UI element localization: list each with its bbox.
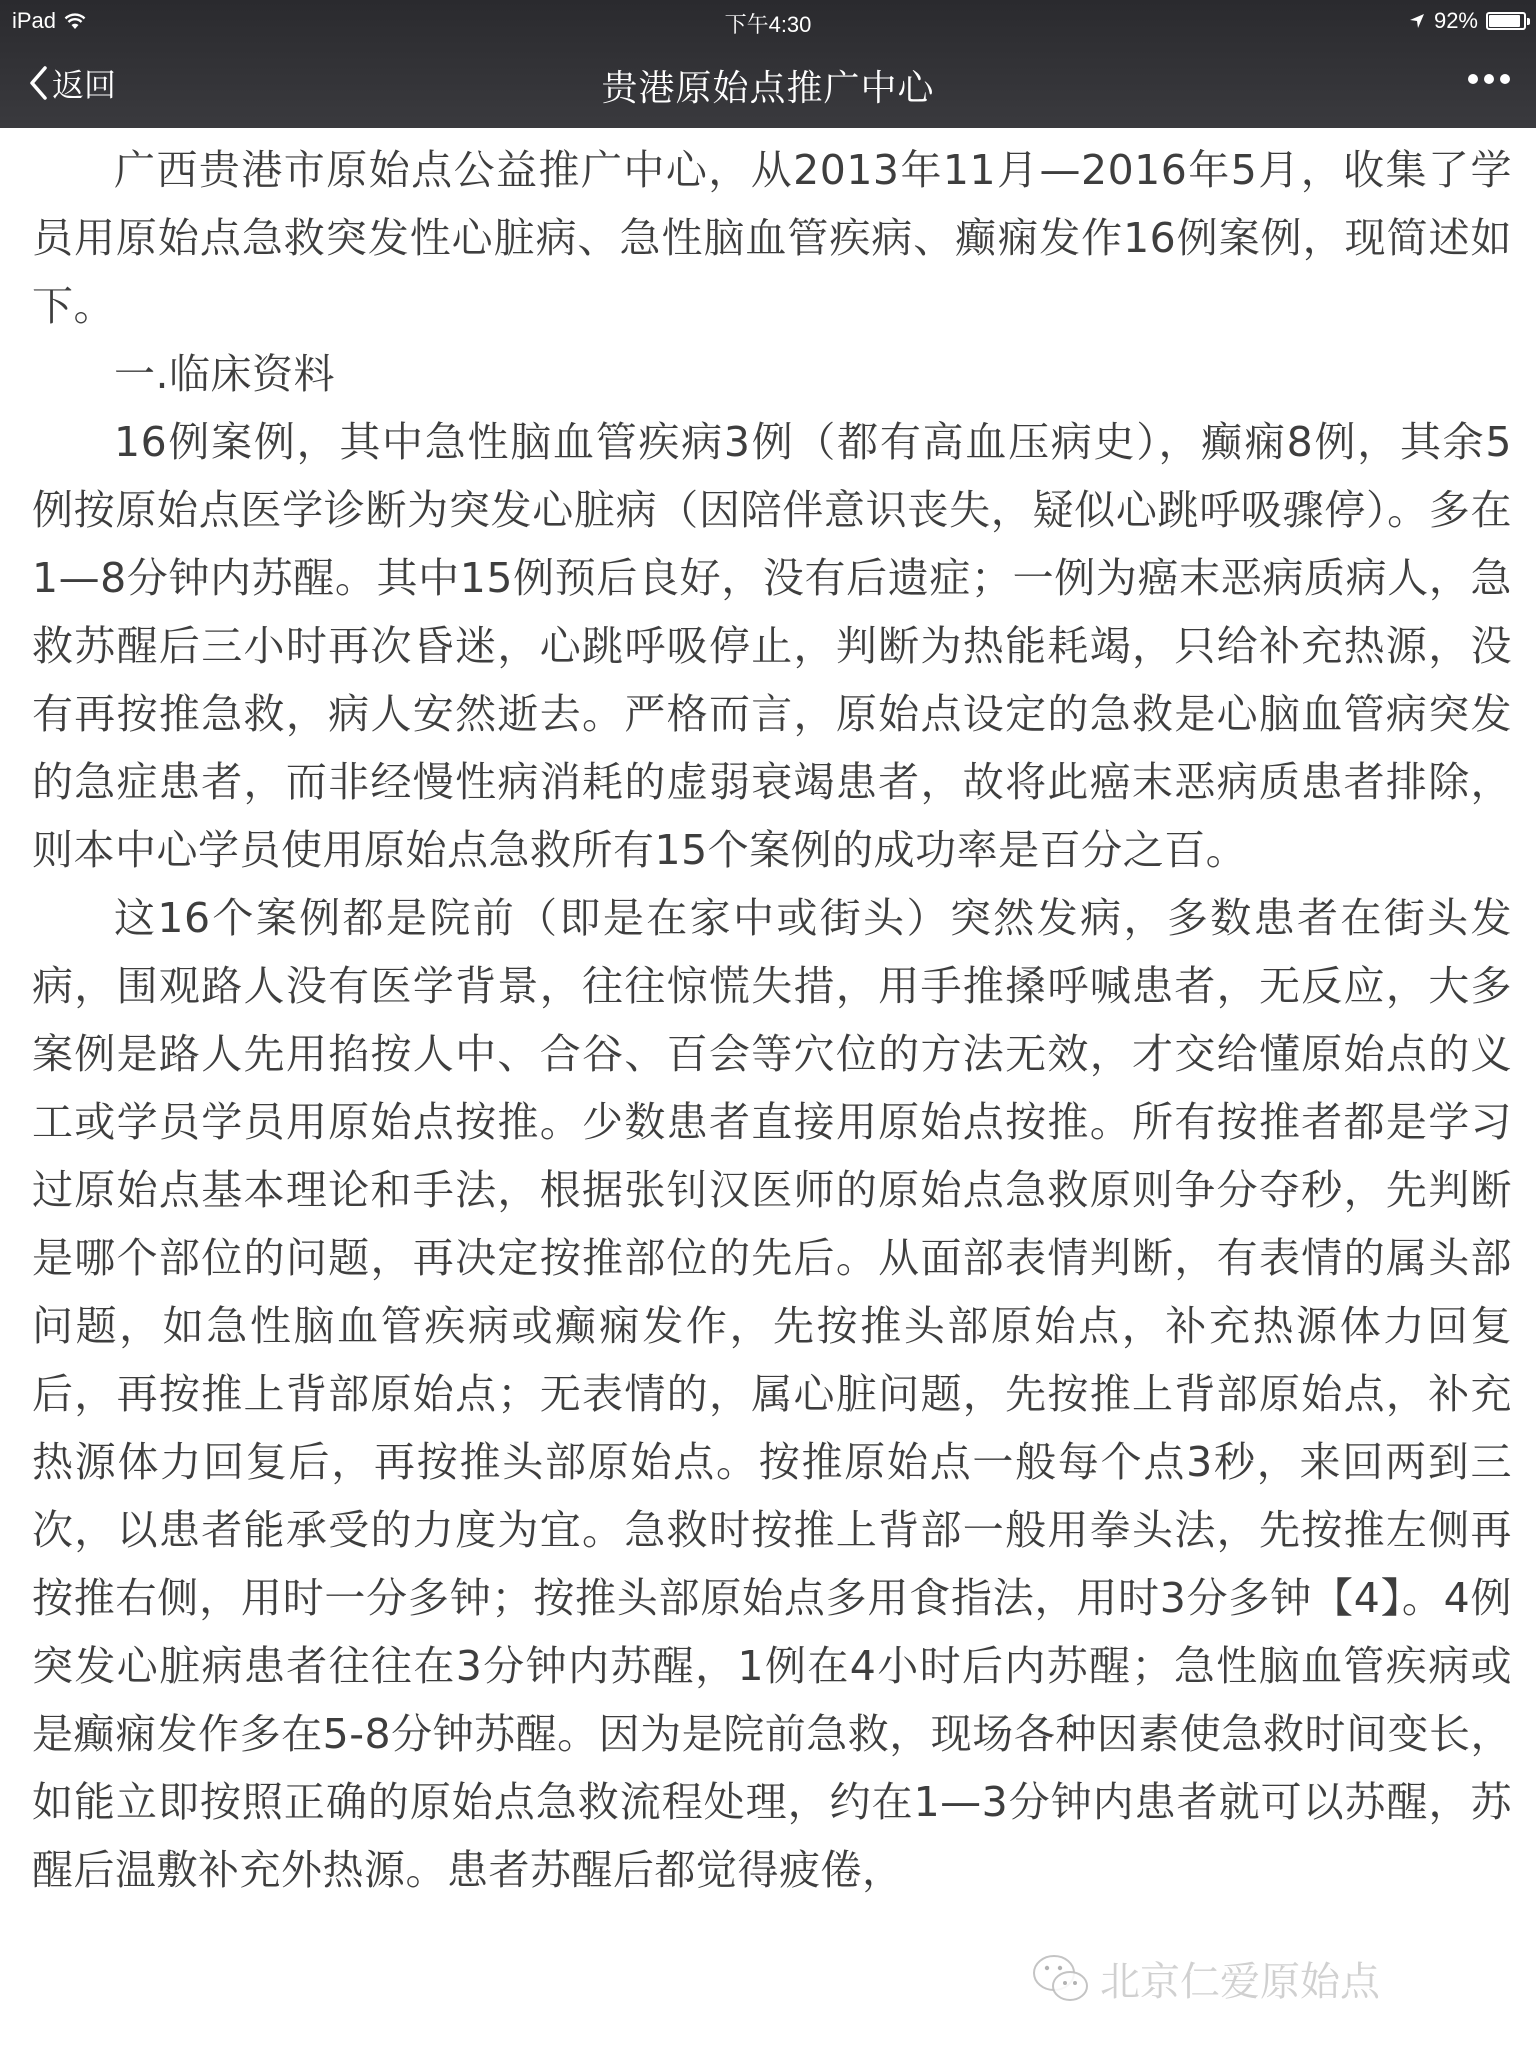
device-name: iPad [12, 8, 57, 33]
more-dots-icon [1468, 74, 1478, 84]
status-bar [0, 0, 1536, 40]
back-label: 返回 [52, 66, 117, 104]
section-heading: 一.临床资料 [114, 350, 336, 398]
paragraph-clinical-data: 16例案例，其中急性脑血管疾病3例（都有高血压病史），癫痫8例，其余5例按原始点医学诊断为突发心脏病（因陪伴意识丧失，疑似心跳呼吸骤停）。多在1—8分钟内苏醒。其中15例预后良好，没有后遗症；一例为癌末恶病质病人，急救苏醒后三小时再次昏迷，心跳呼吸停止，判断为热能耗竭，只给补充热源，没有再按推急救，病人安然逝去。严格而言，原始点设定的急救是心脑血管病突发的急症患者，而非经慢性病消耗的虚弱衰竭患者，故将此癌末恶病质患者排除，则本中心学员使用原始点急救所有15个案例的成功率是百分之百。 [32, 418, 1512, 874]
battery-percent: 92% [1433, 8, 1478, 33]
nav-bar [0, 40, 1536, 128]
more-dots-icon [1484, 74, 1494, 84]
paragraph-cases: 这16个案例都是院前（即是在家中或街头）突然发病，多数患者在街头发病，围观路人没有医学背景，往往惊慌失措，用手推搡呼喊患者，无反应，大多案例是路人先用掐按人中、合谷、百会等穴位的方法无效，才交给懂原始点的义工或学员学员用原始点按推。少数患者直接用原始点按推。所有按推者都是学习过原始点基本理论和手法，根据张钊汉医师的原始点急救原则争分夺秒，先判断是哪个部位的问题，再决定按推部位的先后。从面部表情判断，有表情的属头部问题，如急性脑血管疾病或癫痫发作，先按推头部原始点，补充热源体力回复后，再按推上背部原始点；无表情的，属心脏问题，先按推上背部原始点，补充热源体力回复后，再按推头部原始点。按推原始点一般每个点3秒，来回两到三次，以患者能承受的力度为宜。急救时按推上背部一般用拳头法，先按推左侧再按推右侧，用时一分多钟；按推头部原始点多用食指法，用时3分多钟【4】。4例突发心脏病患者往往在3分钟内苏醒，1例在4小时后内苏醒；急性脑血管疾病或是癫痫发作多在5-8分钟苏醒。因为是院前急救，现场各种因素使急救时间变长，如能立即按照正确的原始点急救流程处理，约在1—3分钟内患者就可以苏醒，苏醒后温敷补充外热源。患者苏醒后都觉得疲倦， [32, 894, 1512, 1894]
watermark [1030, 1950, 1380, 2007]
status-right [1408, 8, 1526, 34]
more-dots-icon [1500, 74, 1510, 84]
paragraph-intro: 广西贵港市原始点公益推广中心，从2013年11月—2016年5月，收集了学员用原始点急救突发性心脏病、急性脑血管疾病、癫痫发作16例案例，现简述如下。 [32, 146, 1512, 330]
status-time: 下午4:30 [724, 12, 812, 37]
top-bar [0, 0, 1536, 128]
watermark-text: 北京仁爱原始点 [1100, 1959, 1380, 2005]
article-body [32, 136, 1512, 1904]
wechat-icon [1030, 1953, 1092, 2005]
more-button[interactable] [1468, 74, 1510, 84]
battery-icon [1486, 12, 1526, 30]
location-arrow-icon [1408, 12, 1426, 30]
page-title: 贵港原始点推广中心 [601, 68, 935, 109]
